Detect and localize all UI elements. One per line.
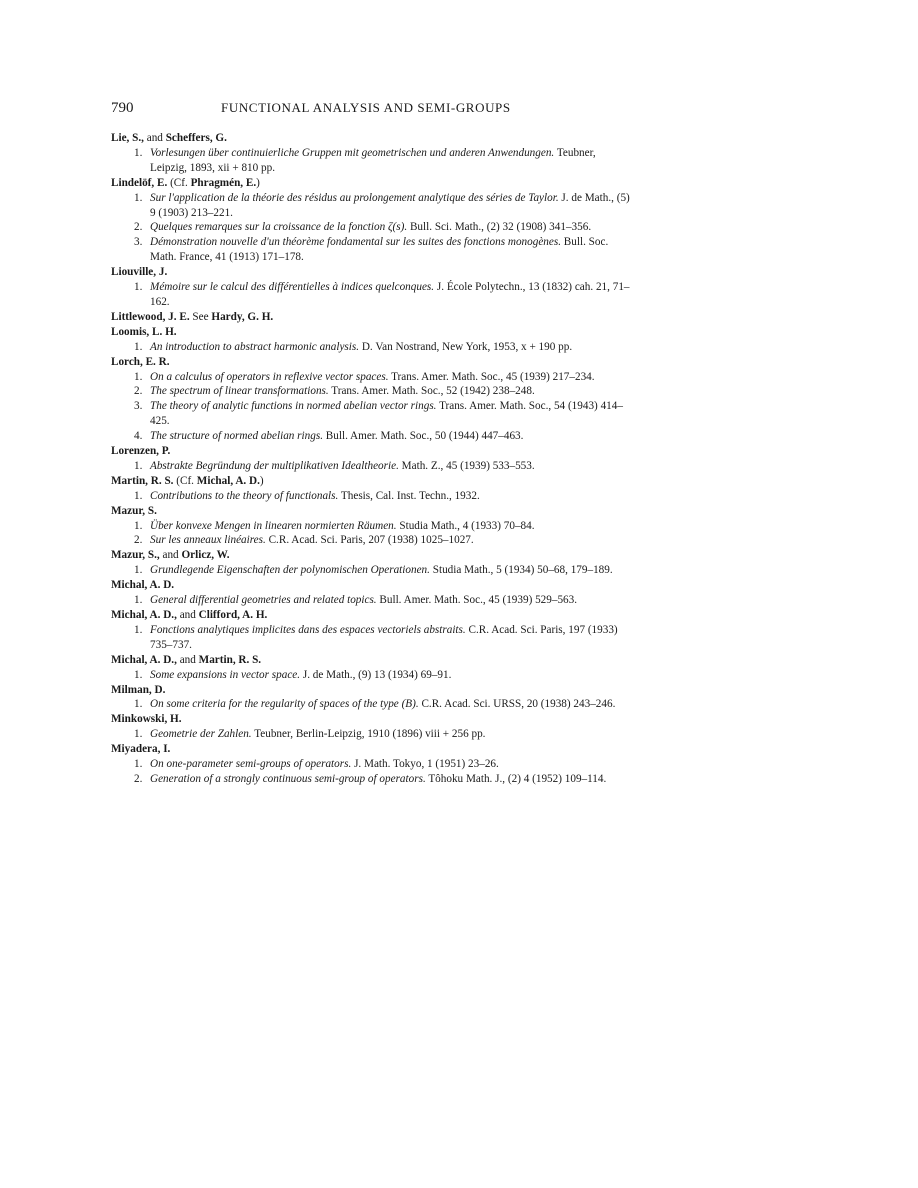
reference-entry: [111, 384, 631, 399]
author-group: [111, 653, 631, 683]
entry-publication: Teubner, Berlin-Leipzig, 1910 (1896) viii + 256 pp.: [251, 728, 486, 741]
entry-number: 3.: [134, 400, 143, 413]
author-heading: [111, 578, 631, 593]
author-name: Miyadera, I.: [111, 743, 171, 756]
entry-title: The structure of normed abelian rings.: [150, 430, 323, 443]
entry-title: Some expansions in vector space.: [150, 668, 301, 681]
entry-number: 2.: [134, 221, 143, 234]
author-group: [111, 548, 631, 578]
entry-publication: Bull. Soc. Math. France, 41 (1913) 171–178.: [150, 236, 609, 264]
author-name: Milman, D.: [111, 683, 166, 696]
author-connector: and: [176, 653, 199, 666]
author-connector: (Cf.: [173, 474, 197, 487]
entry-number: 1.: [134, 340, 143, 353]
entry-number: 1.: [134, 623, 143, 636]
entry-title: Abstrakte Begründung der multiplikativen Idealtheorie.: [150, 459, 399, 472]
reference-entry: [111, 340, 631, 355]
reference-entry: [111, 757, 631, 772]
author-name: Mazur, S.,: [111, 549, 160, 562]
author-group: [111, 608, 631, 653]
entry-publication: J. École Polytechn., 13 (1832) cah. 21, 71–162.: [150, 281, 630, 308]
entry-publication: Tôhoku Math. J., (2) 4 (1952) 109–114.: [425, 772, 607, 785]
entry-title: Sur l'application de la théorie des résidus au prolongement analytique des séries de Taylor.: [150, 191, 559, 204]
author-heading: [111, 653, 631, 668]
author-group: [111, 474, 631, 504]
entry-publication: Thesis, Cal. Inst. Techn., 1932.: [338, 489, 480, 502]
author-heading: [111, 474, 631, 489]
author-name: Lorenzen, P.: [111, 445, 171, 458]
author-name: Clifford, A. H.: [198, 609, 268, 621]
author-group: [111, 683, 631, 713]
author-group: [111, 310, 631, 325]
entry-publication: J. Math. Tokyo, 1 (1951) 23–26.: [351, 758, 499, 771]
author-group: [111, 712, 631, 742]
author-heading: [111, 683, 631, 698]
reference-entry: [111, 220, 631, 235]
entry-title: The theory of analytic functions in normed abelian vector rings.: [150, 400, 437, 413]
entry-title: Démonstration nouvelle d'un théorème fondamental sur les suites des fonctions monogènes.: [150, 236, 561, 249]
author-connector: and: [176, 609, 199, 621]
author-name: Hardy, G. H.: [211, 310, 274, 323]
reference-entry: [111, 727, 631, 742]
author-heading: [111, 504, 631, 519]
author-name: Michal, A. D.,: [111, 653, 177, 666]
entry-number: 1.: [134, 281, 143, 294]
reference-entry: [111, 533, 631, 548]
author-name: Lorch, E. R.: [111, 355, 170, 368]
author-name: Mazur, S.: [111, 504, 157, 517]
reference-entry: [111, 399, 631, 429]
author-name: Michal, A. D.: [196, 474, 260, 487]
entry-publication: C.R. Acad. Sci. Paris, 197 (1933) 735–737.: [150, 623, 618, 651]
author-heading: [111, 548, 631, 563]
reference-entry: [111, 459, 631, 474]
reference-entry: [111, 668, 631, 683]
author-heading: [111, 355, 631, 370]
entry-title: Mémoire sur le calcul des différentielles à indices quelconques.: [150, 281, 435, 294]
author-heading: [111, 131, 631, 146]
entry-publication: Bull. Amer. Math. Soc., 45 (1939) 529–563.: [376, 594, 578, 607]
author-name: Phragmén, E.: [190, 176, 257, 189]
reference-entry: [111, 489, 631, 504]
entry-title: Fonctions analytiques implicites dans des espaces vectoriels abstraits.: [150, 623, 466, 636]
entry-publication: Trans. Amer. Math. Soc., 45 (1939) 217–234.: [388, 370, 595, 383]
entry-title: On one-parameter semi-groups of operators.: [150, 758, 352, 771]
entry-publication: Studia Math., 5 (1934) 50–68, 179–189.: [429, 564, 613, 577]
author-heading: [111, 712, 631, 727]
author-name: Martin, R. S.: [111, 474, 174, 487]
author-heading: [111, 265, 631, 280]
author-heading: [111, 176, 631, 191]
entry-publication: J. de Math., (9) 13 (1934) 69–91.: [300, 668, 452, 681]
entry-title: Über konvexe Mengen in linearen normierten Räumen.: [150, 519, 397, 532]
reference-entry: [111, 563, 631, 578]
author-connector: See: [189, 310, 212, 323]
reference-entry: [111, 593, 631, 608]
reference-entry: [111, 519, 631, 534]
author-group: [111, 176, 631, 265]
entry-title: Quelques remarques sur la croissance de la fonction ζ(s).: [150, 221, 408, 234]
author-heading: [111, 310, 631, 325]
entry-publication: Bull. Amer. Math. Soc., 50 (1944) 447–463.: [323, 430, 524, 443]
entry-title: Vorlesungen über continuierliche Gruppen mit geometrischen und anderen Anwendungen.: [150, 146, 555, 159]
author-group: [111, 742, 631, 787]
entry-number: 1.: [134, 594, 143, 607]
reference-entry: [111, 697, 631, 712]
author-group: [111, 504, 631, 549]
author-heading: [111, 325, 631, 340]
entry-number: 1.: [134, 191, 143, 204]
author-group: [111, 444, 631, 474]
entry-publication: D. Van Nostrand, New York, 1953, x + 190 pp.: [359, 340, 573, 353]
author-name: Littlewood, J. E.: [111, 310, 190, 323]
entry-number: 1.: [134, 698, 143, 711]
entry-publication: Teubner, Leipzig, 1893, xii + 810 pp.: [150, 146, 596, 174]
author-connector: ): [259, 474, 264, 487]
entry-number: 2.: [134, 385, 143, 398]
author-group: [111, 265, 631, 310]
entry-publication: Trans. Amer. Math. Soc., 52 (1942) 238–248.: [328, 385, 535, 398]
entry-title: An introduction to abstract harmonic analysis.: [150, 340, 360, 353]
entry-title: Grundlegende Eigenschaften der polynomischen Operationen.: [150, 564, 430, 577]
entry-title: Contributions to the theory of functionals.: [150, 489, 339, 502]
bibliography-list: [111, 131, 631, 787]
running-head: FUNCTIONAL ANALYSIS AND SEMI-GROUPS: [221, 100, 511, 115]
author-group: [111, 578, 631, 608]
entry-publication: Studia Math., 4 (1933) 70–84.: [396, 519, 535, 532]
entry-number: 2.: [134, 534, 143, 547]
author-name: Scheffers, G.: [165, 132, 227, 144]
entry-number: 1.: [134, 459, 143, 472]
entry-publication: J. de Math., (5) 9 (1903) 213–221.: [150, 191, 630, 219]
entry-publication: C.R. Acad. Sci. URSS, 20 (1938) 243–246.: [418, 698, 616, 711]
author-connector: (Cf.: [167, 176, 191, 189]
reference-entry: [111, 623, 631, 653]
author-heading: [111, 444, 631, 459]
entry-publication: Math. Z., 45 (1939) 533–553.: [398, 459, 535, 472]
reference-entry: [111, 429, 631, 444]
entry-number: 1.: [134, 564, 143, 577]
entry-number: 3.: [134, 236, 143, 249]
author-heading: [111, 608, 631, 623]
author-name: Orlicz, W.: [181, 549, 230, 562]
author-name: Martin, R. S.: [198, 653, 262, 666]
entry-number: 1.: [134, 489, 143, 502]
author-name: Lindelöf, E.: [111, 176, 168, 189]
author-group: [111, 355, 631, 444]
entry-title: Generation of a strongly continuous semi-group of operators.: [150, 772, 426, 785]
author-connector: and: [159, 549, 182, 562]
entry-number: 1.: [134, 370, 143, 383]
entry-number: 4.: [134, 430, 143, 443]
reference-entry: [111, 235, 631, 265]
entry-number: 2.: [134, 772, 143, 785]
author-name: Lie, S.,: [111, 132, 144, 144]
author-name: Loomis, L. H.: [111, 325, 177, 338]
entry-number: 1.: [134, 668, 143, 681]
reference-entry: [111, 772, 631, 787]
reference-entry: [111, 191, 631, 221]
author-group: [111, 131, 631, 176]
author-heading: [111, 742, 631, 757]
reference-entry: [111, 280, 631, 310]
author-group: [111, 325, 631, 355]
reference-entry: [111, 146, 631, 176]
author-name: Minkowski, H.: [111, 713, 182, 726]
author-name: Liouville, J.: [111, 266, 168, 279]
entry-publication: C.R. Acad. Sci. Paris, 207 (1938) 1025–1027.: [265, 534, 474, 547]
author-name: Michal, A. D.,: [111, 609, 177, 621]
entry-number: 1.: [134, 146, 143, 159]
entry-title: Sur les anneaux linéaires.: [150, 534, 266, 547]
entry-number: 1.: [134, 758, 143, 771]
entry-title: On a calculus of operators in reflexive vector spaces.: [150, 370, 389, 383]
entry-title: On some criteria for the regularity of spaces of the type (B).: [150, 698, 419, 711]
reference-entry: [111, 370, 631, 385]
entry-number: 1.: [134, 728, 143, 741]
entry-title: Geometrie der Zahlen.: [150, 728, 252, 741]
author-name: Michal, A. D.: [111, 579, 175, 592]
entry-title: The spectrum of linear transformations.: [150, 385, 329, 398]
page-header: [111, 100, 631, 120]
author-connector: and: [143, 132, 166, 144]
author-connector: ): [256, 176, 260, 189]
entry-publication: Bull. Sci. Math., (2) 32 (1908) 341–356.: [407, 221, 592, 234]
page-number: 790: [111, 100, 134, 116]
entry-publication: Trans. Amer. Math. Soc., 54 (1943) 414–425.: [150, 400, 623, 428]
entry-title: General differential geometries and related topics.: [150, 594, 377, 607]
entry-number: 1.: [134, 519, 143, 532]
